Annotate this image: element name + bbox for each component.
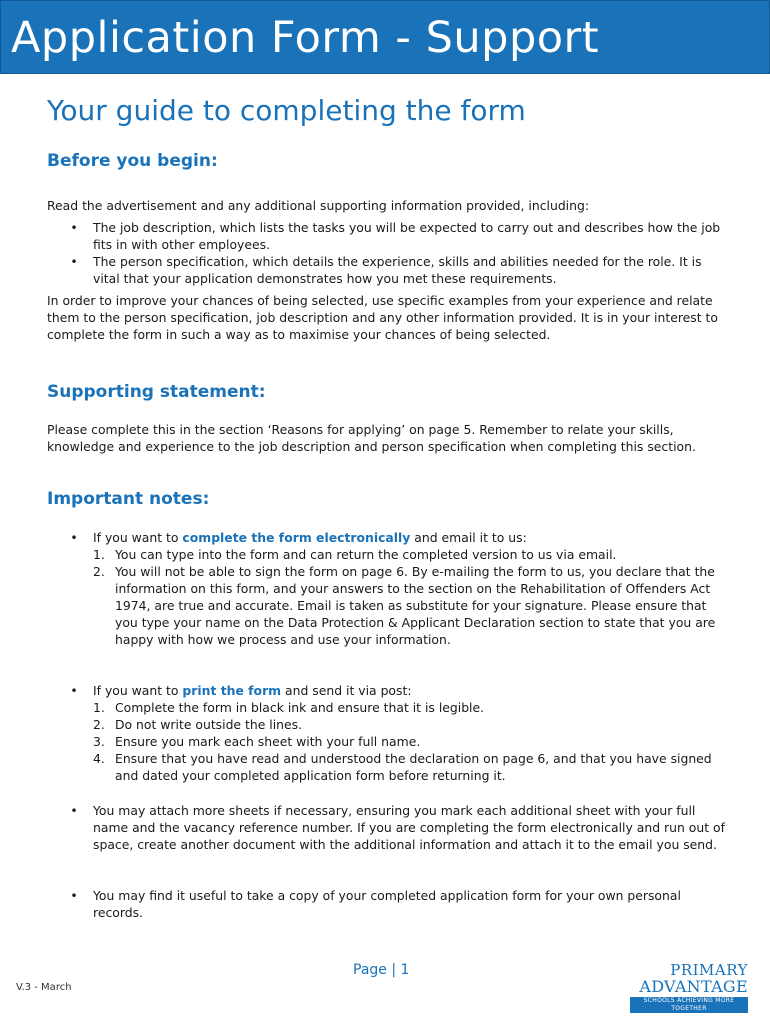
logo-line2: ADVANTAGE bbox=[639, 977, 748, 996]
header-banner bbox=[0, 0, 770, 74]
primary-advantage-logo bbox=[630, 962, 748, 1014]
bullet-text: You may attach more sheets if necessary, ensuring you mark each additional sheet with your full name and the vacancy reference number. If you are completing the form electronically and run out of space, create another document with the additional information and attach it to the email you send. bbox=[93, 803, 725, 852]
print-block bbox=[47, 682, 727, 784]
extra-sheets-block bbox=[47, 802, 727, 853]
logo-tagline: SCHOOLS ACHIEVING MORE TOGETHER bbox=[630, 997, 748, 1013]
item-text: Do not write outside the lines. bbox=[115, 717, 303, 732]
bullet-icon: • bbox=[70, 683, 78, 698]
form-title: Application Form - Support bbox=[11, 13, 600, 63]
page-number: Page | 1 bbox=[353, 962, 410, 978]
before-intro: Read the advertisement and any additional supporting information provided, including: bbox=[47, 198, 590, 213]
item-number: 1. bbox=[93, 700, 105, 715]
item-number: 2. bbox=[93, 717, 105, 732]
item-text: Ensure that you have read and understood the declaration on page 6, and that you have signed and dated your completed application form before returning it. bbox=[115, 751, 712, 783]
list-item bbox=[47, 887, 727, 921]
item-number: 3. bbox=[93, 734, 105, 749]
supporting-heading: Supporting statement: bbox=[47, 382, 266, 402]
print-prefix: If you want to bbox=[93, 683, 183, 698]
list-item bbox=[47, 219, 727, 253]
list-item bbox=[47, 563, 727, 648]
item-text: Ensure you mark each sheet with your full name. bbox=[115, 734, 421, 749]
bullet-text: The person specification, which details the experience, skills and abilities needed for the role. It is vital that your application demonstrates how you met these requirements. bbox=[93, 254, 702, 286]
bullet-icon: • bbox=[70, 803, 78, 818]
before-heading: Before you begin: bbox=[47, 151, 218, 171]
print-suffix: and send it via post: bbox=[281, 683, 412, 698]
guide-title: Your guide to completing the form bbox=[47, 94, 526, 127]
bullet-icon: • bbox=[70, 530, 78, 545]
bullet-icon: • bbox=[70, 220, 78, 235]
list-item bbox=[47, 750, 727, 784]
copy-block bbox=[47, 887, 727, 921]
item-number: 1. bbox=[93, 547, 105, 562]
item-text: Complete the form in black ink and ensure that it is legible. bbox=[115, 700, 485, 715]
bullet-icon: • bbox=[70, 254, 78, 269]
item-number: 4. bbox=[93, 751, 105, 766]
electronic-suffix: and email it to us: bbox=[410, 530, 527, 545]
list-item bbox=[47, 699, 727, 716]
item-text: You can type into the form and can return the completed version to us via email. bbox=[115, 547, 617, 562]
list-item bbox=[47, 253, 727, 287]
list-item bbox=[47, 716, 727, 733]
electronic-prefix: If you want to bbox=[93, 530, 183, 545]
list-item bbox=[47, 529, 727, 546]
logo-line1: PRIMARY bbox=[670, 961, 748, 979]
supporting-text: Please complete this in the section ‘Reasons for applying’ on page 5. Remember to relate your skills, knowledge and experience to the job description and person specification when completing this section. bbox=[47, 422, 696, 454]
before-bullets bbox=[47, 219, 727, 287]
list-item bbox=[47, 546, 727, 563]
electronic-link: complete the form electronically bbox=[182, 530, 411, 545]
list-item bbox=[47, 733, 727, 750]
notes-heading: Important notes: bbox=[47, 489, 210, 509]
list-item bbox=[47, 682, 727, 699]
bullet-icon: • bbox=[70, 888, 78, 903]
bullet-text: You may find it useful to take a copy of your completed application form for your own personal records. bbox=[93, 888, 681, 920]
list-item bbox=[47, 802, 727, 853]
version-label: V.3 - March bbox=[16, 982, 72, 993]
electronic-block bbox=[47, 529, 727, 648]
guide-title-block bbox=[47, 92, 727, 130]
bullet-text: The job description, which lists the tasks you will be expected to carry out and describes how the job fits in with other employees. bbox=[93, 220, 721, 252]
before-closing: In order to improve your chances of being selected, use specific examples from your experience and relate them to the person specification, job description and any other information provided. It is in your interest to complete the form in such a way as to maximise your chances of being selected. bbox=[47, 293, 718, 342]
print-link: print the form bbox=[182, 683, 282, 698]
item-text: You will not be able to sign the form on page 6. By e-mailing the form to us, you declare that the information on this form, and your answers to the section on the Rehabilitation of Offenders Act 1974, are true and accurate. Email is taken as substitute for your signature. Please ensure that you type your name on the Data Protection & Applicant Declaration section to state that you are happy with how we process and use your information. bbox=[115, 564, 716, 647]
item-number: 2. bbox=[93, 564, 105, 579]
